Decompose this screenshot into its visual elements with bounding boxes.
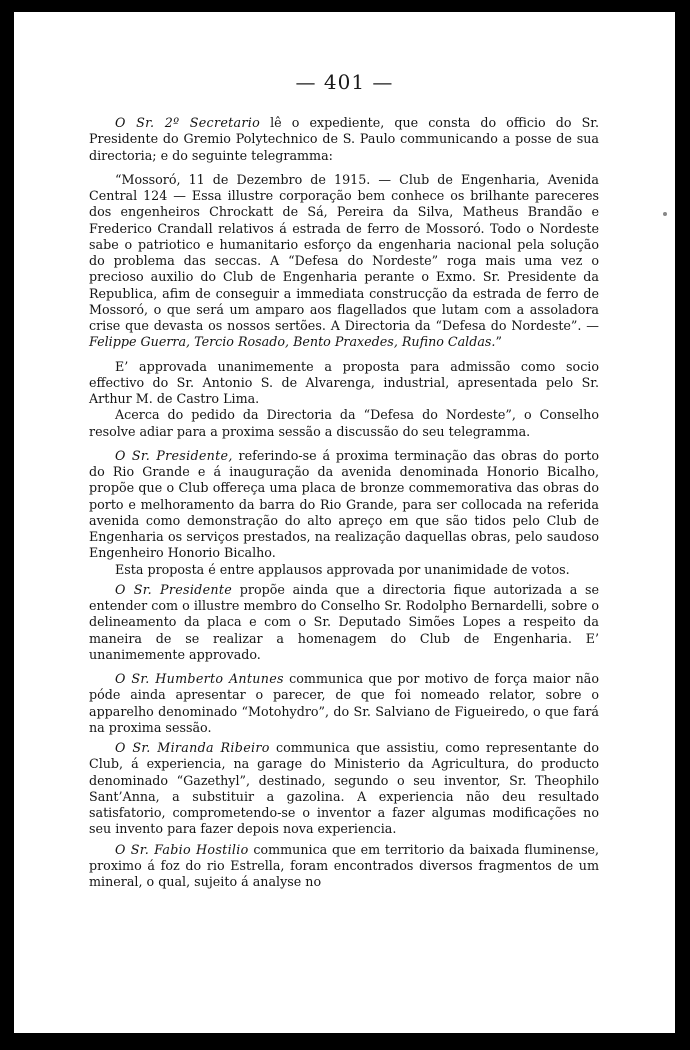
paragraph-text: communica que assistiu, como representante do Club, á experiencia, na garage do Ministerio da Agricultura, do producto denominado “Gazethyl”, destinado, segundo o seu inventor, Sr. Theophilo Sant’Anna, a substituir a gazolina. A experiencia não deu resultado satisfatorio, comprometendo-se o inventor a fazer algumas modificações no seu invento para fazer depois nova experiencia. xyxy=(89,740,600,837)
telegram-closing-quote: ” xyxy=(495,334,502,350)
document-page xyxy=(14,12,675,1033)
speaker-name: O Sr. Fabio Hostilio xyxy=(115,841,249,857)
telegram-text: “Mossoró, 11 de Dezembro de 1915. — Club de Engenharia, Avenida Central 124 — Essa illustre corporação bem conhece os brilhante pareceres dos engenheiros Chrockatt de Sá, Pereira da Silva, Matheus Brandão e Frederico Crandall relativos á estrada de ferro de Mossoró. Todo o Nordeste sabe o patriotico e humanitario esforço da engenharia nacional pela solução do problema das seccas. A “Defesa do Nordeste” roga mais uma vez o precioso auxilio do Club de Engenharia perante o Exmo. Sr. Presidente da Republica, afim de conseguir a immediata construcção da estrada de ferro de Mossoró, o que será um amparo aos flagellados que lutam com a assoladora crise que devasta os nossos sertões. A Directoria da “Defesa do Nordeste”. — xyxy=(89,171,599,333)
paragraph-admission xyxy=(89,359,599,408)
paragraph-text: communica que por motivo de força maior não póde ainda apresentar o parecer, de que foi nomeado relator, sobre o apparelho denominado “Motohydro”, do Sr. Salviano de Figueiredo, o que fará na proxima sessão. xyxy=(89,671,599,735)
paragraph-defesa-nordeste xyxy=(89,407,599,440)
speaker-name: O Sr. Presidente xyxy=(115,581,233,597)
paragraph-miranda-ribeiro xyxy=(89,740,599,838)
document-body xyxy=(89,115,599,890)
paragraph-text: Acerca do pedido da Directoria da “Defesa do Nordeste”, o Conselho resolve adiar para a proxima sessão a discussão do seu telegramma. xyxy=(89,407,599,439)
paragraph-presidente-placa xyxy=(89,448,599,562)
speaker-name: O Sr. 2º Secretario xyxy=(115,115,261,130)
paragraph-presidente-directoria xyxy=(89,582,599,663)
paragraph-text: Esta proposta é entre applausos approvada por unanimidade de votos. xyxy=(115,561,570,577)
paragraph-approval xyxy=(89,562,599,578)
speaker-name: O Sr. Humberto Antunes xyxy=(115,671,284,686)
print-speck xyxy=(663,212,667,216)
page-number: — 401 — xyxy=(295,70,394,94)
telegram-signatories: Felippe Guerra, Tercio Rosado, Bento Praxedes, Rufino Caldas. xyxy=(89,334,496,350)
paragraph-humberto-antunes xyxy=(89,671,599,736)
speaker-name: O Sr. Presidente, xyxy=(115,447,233,463)
paragraph-text: lê o expediente, que consta do officio do Sr. Presidente do Gremio Polytechnico de S. Paulo communicando a posse de sua directoria; e do seguinte telegramma: xyxy=(89,115,599,163)
speaker-name: O Sr. Miranda Ribeiro xyxy=(115,740,270,755)
paragraph-text: E’ approvada unanimemente a proposta para admissão como socio effectivo do Sr. Antonio S. de Alvarenga, industrial, apresentada pelo Sr. Arthur M. de Castro Lima. xyxy=(89,358,599,406)
paragraph-telegram xyxy=(89,172,599,351)
paragraph-fabio-hostilio xyxy=(89,842,599,891)
paragraph-text: communica que em territorio da baixada fluminense, proximo á foz do rio Estrella, foram encontrados diversos fragmentos de um mineral, o qual, sujeito á analyse no xyxy=(89,841,600,889)
paragraph-secretario xyxy=(89,115,599,164)
paragraph-text: propõe ainda que a directoria fique autorizada a se entender com o illustre membro do Conselho Sr. Rodolpho Bernardelli, sobre o delineamento da placa e com o Sr. Deputado Simões Lopes a respeito da maneira de se realizar a homenagem do Club de Engenharia. E’ unanimemente approvado. xyxy=(89,581,599,662)
paragraph-text: referindo-se á proxima terminação das obras do porto do Rio Grande e á inauguração da avenida denominada Honorio Bicalho, propõe que o Club offereça uma placa de bronze commemorativa das obras do porto e melhoramento da barra do Rio Grande, para ser collocada na referida avenida como demonstração do alto apreço em que são tidos pelo Club de Engenharia os serviços prestados, na realização daquellas obras, pelo saudoso Engenheiro Honorio Bicalho. xyxy=(89,447,599,561)
